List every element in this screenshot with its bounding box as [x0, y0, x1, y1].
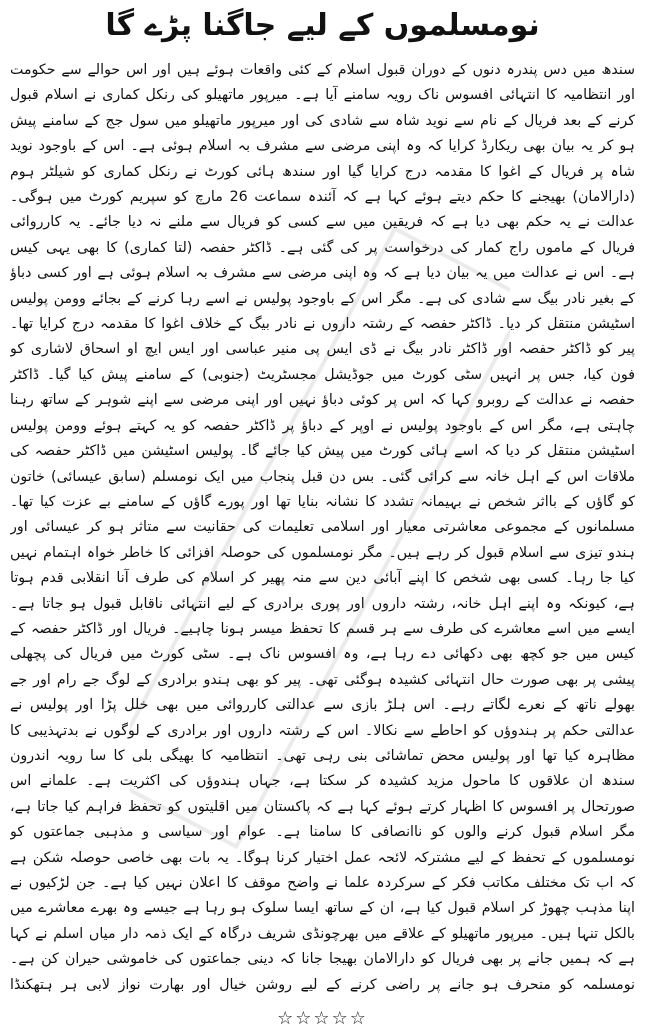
- article-page: [10, 0, 635, 1033]
- article-paragraph: سندھ میں دس پندرہ دنوں کے دوران قبول اسلام کے کئی واقعات ہوئے ہیں اور اس حوالے سے حکومت اور انتظامیہ کا انتہائی افسوس ناک رویہ سامنے آیا ہے۔ میرپور ماتھیلو کی رنکل کماری نے اسلام قبول کرنے کے بعد فریال کے نام سے نوید شاہ سے شادی کی اور میرپور ماتھیلو میں سول جج کے سامنے پیش ہو کر یہ بیان بھی ریکارڈ کرایا کہ وہ اپنی مرضی سے مشرف بہ اسلام ہوئی ہے۔ اس کے باوجود نوید شاہ پر فریال کے اغوا کا مقدمہ درج کرایا گیا اور سندھ ہائی کورٹ نے رنکل کماری کو شیلٹر ہوم (دارالامان) بھیجنے کا حکم دیتے ہوئے کہا ہے کہ آئندہ سماعت 26 مارچ کو سپریم کورٹ میں ہوگی۔ عدالت نے یہ حکم بھی دیا ہے کہ فریقین میں سے کسی کو فریال سے ملنے نہ دیا جائے۔ یہ کارروائی فریال کے ماموں راج کمار کی درخواست پر کی گئی ہے۔ ڈاکٹر حفصہ (لتا کماری) کا بھی یہی کیس ہے۔ اس نے عدالت میں یہ بیان دیا ہے کہ وہ اپنی مرضی سے مشرف بہ اسلام ہوئی ہے اور کسی دباؤ کے بغیر نادر بیگ سے شادی کی ہے۔ مگر اس کے باوجود پولیس نے اسے رہا کرنے کے بجائے وومن پولیس اسٹیشن منتقل کر دیا۔ ڈاکٹر حفصہ کے رشتہ داروں نے نادر بیگ کے خلاف اغوا کا مقدمہ درج کرایا تھا۔ پیر کو ڈاکٹر حفصہ اور ڈاکٹر نادر بیگ نے ڈی ایس پی منیر عباسی اور ایس ایچ او اسحاق لاشاری کو فون کیا، جس پر انہیں سٹی کورٹ میں جوڈیشل مجسٹریٹ (جنوبی) کے سامنے پیش کیا گیا۔ ڈاکٹر حفصہ نے عدالت کے روبرو کہا کہ اس پر کوئی دباؤ نہیں اور اپنی مرضی سے اپنے شوہر کے ساتھ رہنا چاہتی ہے، مگر اس کے باوجود پولیس نے اوپر کے دباؤ پر ڈاکٹر حفصہ کو یہ کہتے ہوئے وومن پولیس اسٹیشن منتقل کر دیا کہ اسے ہائی کورٹ میں پیش کیا جائے گا۔ پولیس اسٹیشن میں ڈاکٹر حفصہ کی ملاقات اس کے اہل خانہ سے کرائی گئی۔ بس دن قبل پنجاب میں ایک نومسلم (سابق عیسائی) خاتون کو گاؤں کے بااثر شخص نے بہیمانہ تشدد کا نشانہ بنایا تھا اور پورے گاؤں کے سامنے بے عزت کیا تھا۔ مسلمانوں کے مجموعی معاشرتی معیار اور اسلامی تعلیمات کی حقانیت سے متاثر ہو کر عیسائی اور ہندو تیزی سے اسلام قبول کر رہے ہیں۔ مگر نومسلموں کی حوصلہ افزائی کا خاطر خواہ اہتمام نہیں کیا جا رہا۔ کسی بھی شخص کا اپنے آبائی دین سے منہ پھیر کر اسلام کی طرف آنا انقلابی قدم ہوتا ہے، کیونکہ وہ اپنے اہل خانہ، رشتہ داروں اور پوری برادری کے لیے انتہائی ناقابل قبول ہو جاتا ہے۔ ایسے میں اسے معاشرے کی طرف سے ہر قسم کا تحفظ میسر ہونا چاہیے۔ فریال اور ڈاکٹر حفصہ کے کیس میں جو کچھ بھی دکھائی دے رہا ہے، وہ افسوس ناک ہے۔ سٹی کورٹ میں فریال کی پچھلی پیشی پر بھی صورت حال انتہائی کشیدہ ہوگئی تھی۔ پیر کو بھی ہندو برادری کے لوگ جے رام اور جے بھولے ناتھ کے نعرے لگاتے رہے۔ اس ہلڑ بازی سے عدالتی کارروائی میں بھی خلل پڑا اور پولیس نے عدالتی حکم پر ہندوؤں کو احاطے سے نکالا۔ اس کے رشتہ داروں اور برادری کے لوگوں نے بدتہذیبی کا مظاہرہ کیا تھا اور پولیس محض تماشائی بنی رہی تھی۔ انتظامیہ کا بھیگی بلی کا سا رویہ اندرون سندھ ان علاقوں کا ماحول مزید کشیدہ کر سکتا ہے، جہاں ہندوؤں کی اکثریت ہے۔ علمانے اس صورتحال پر افسوس کا اظہار کرتے ہوئے کہا ہے کہ پاکستان میں اقلیتوں کو تحفظ فراہم کیا جاتا ہے، مگر اسلام قبول کرنے والوں کو ناانصافی کا سامنا ہے۔ عوام اور سیاسی و مذہبی جماعتوں کو نومسلموں کے تحفظ کے لیے مشترکہ لائحہ عمل اختیار کرنا ہوگا۔ یہ بات بھی خاصی حوصلہ شکن ہے کہ اب تک مختلف مکاتب فکر کے سرکردہ علما نے واضح موقف کا اعلان نہیں کیا ہے۔ جن لڑکیوں نے اپنا مذہب چھوڑ کر اسلام قبول کیا ہے، ان کے ساتھ ایسا سلوک ہو رہا ہے جیسے وہ بھرے معاشرے میں بالکل تنہا ہیں۔ میرپور ماتھیلو کے علاقے میں بھرچونڈی شریف درگاہ کے ایک ذمہ دار میاں اسلم نے کہا ہے کہ ہمیں جانے پر بھی فریال کو دارالامان بھیجا جانا کہ دینی جماعتوں کی خاموشی حیران کن ہے۔ نومسلمہ کو منحرف ہو جانے پر راضی کرنے کے لیے روشن خیال اور بھارت نواز لابی ہر ہتھکنڈا: [10, 62, 635, 993]
- article-title: نومسلموں کے لیے جاگنا پڑے گا: [105, 8, 540, 43]
- article-body: [10, 58, 635, 993]
- footer-separator: ☆☆☆☆☆: [277, 1008, 368, 1029]
